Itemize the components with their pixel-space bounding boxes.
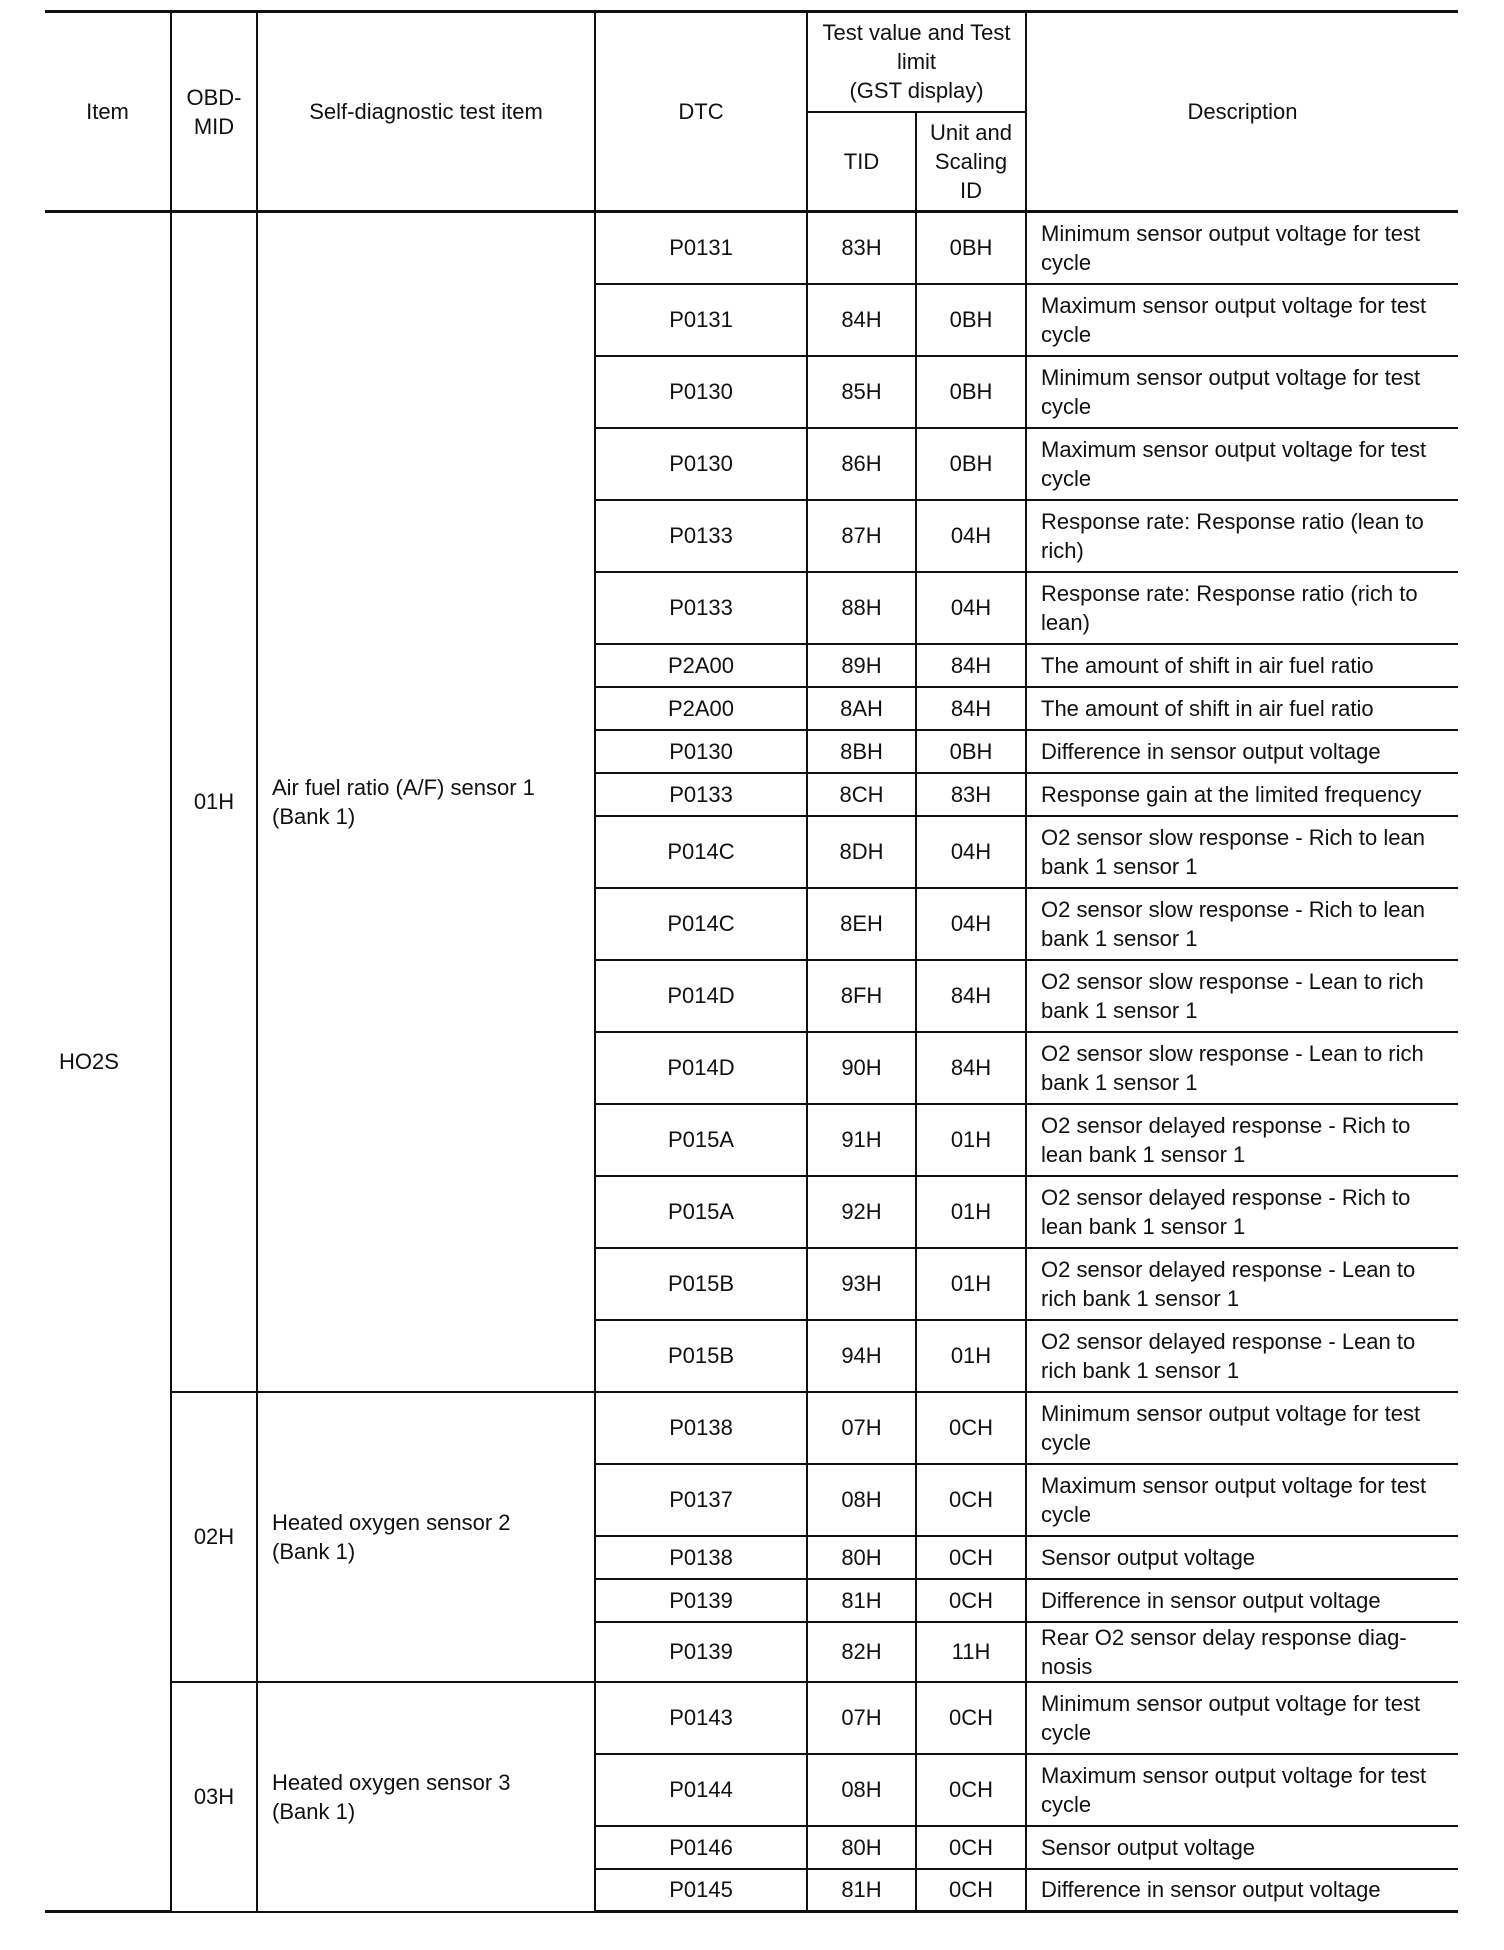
tid-cell: 91H	[807, 1104, 916, 1176]
tid-cell: 94H	[807, 1320, 916, 1392]
dtc-cell: P2A00	[595, 644, 807, 687]
unit-scaling-cell: 01H	[916, 1176, 1026, 1248]
unit-scaling-cell: 0CH	[916, 1579, 1026, 1622]
description-cell: Sensor output voltage	[1026, 1826, 1458, 1869]
unit-scaling-cell: 01H	[916, 1248, 1026, 1320]
tid-cell: 8EH	[807, 888, 916, 960]
table-body	[45, 212, 1458, 1912]
unit-scaling-cell: 0BH	[916, 730, 1026, 773]
dtc-cell: P015B	[595, 1248, 807, 1320]
tid-cell: 82H	[807, 1622, 916, 1682]
tid-cell: 8DH	[807, 816, 916, 888]
dtc-cell: P0130	[595, 428, 807, 500]
description-cell: O2 sensor slow response - Rich to lean bank 1 sensor 1	[1026, 888, 1458, 960]
description-cell: O2 sensor slow response - Lean to rich bank 1 sensor 1	[1026, 1032, 1458, 1104]
dtc-cell: P014D	[595, 1032, 807, 1104]
unit-scaling-cell: 0BH	[916, 212, 1026, 284]
unit-scaling-cell: 83H	[916, 773, 1026, 816]
unit-scaling-cell: 04H	[916, 572, 1026, 644]
description-cell: O2 sensor delayed response - Rich to lean bank 1 sensor 1	[1026, 1104, 1458, 1176]
description-cell: Maximum sensor output voltage for test cycle	[1026, 284, 1458, 356]
test-item-cell: Air fuel ratio (A/F) sensor 1 (Bank 1)	[257, 212, 595, 1392]
unit-scaling-cell: 04H	[916, 816, 1026, 888]
obd-table-page	[45, 10, 1458, 1937]
unit-scaling-cell: 0CH	[916, 1754, 1026, 1826]
description-cell: Response rate: Response ratio (lean to rich)	[1026, 500, 1458, 572]
tid-cell: 07H	[807, 1682, 916, 1754]
unit-scaling-cell: 84H	[916, 960, 1026, 1032]
unit-scaling-cell: 84H	[916, 644, 1026, 687]
tid-cell: 92H	[807, 1176, 916, 1248]
unit-scaling-cell: 0BH	[916, 428, 1026, 500]
description-cell: Difference in sensor output voltage	[1026, 1869, 1458, 1912]
header-test-item: Self-diagnostic test item	[257, 12, 595, 212]
unit-scaling-cell: 0BH	[916, 356, 1026, 428]
unit-scaling-cell: 11H	[916, 1622, 1026, 1682]
tid-cell: 84H	[807, 284, 916, 356]
dtc-cell: P0138	[595, 1536, 807, 1579]
dtc-cell: P0130	[595, 356, 807, 428]
tid-cell: 89H	[807, 644, 916, 687]
dtc-cell: P0138	[595, 1392, 807, 1464]
description-cell: O2 sensor delayed response - Rich to lean bank 1 sensor 1	[1026, 1176, 1458, 1248]
unit-scaling-cell: 01H	[916, 1104, 1026, 1176]
test-item-cell: Heated oxygen sensor 3 (Bank 1)	[257, 1682, 595, 1912]
dtc-cell: P014D	[595, 960, 807, 1032]
description-cell: Sensor output voltage	[1026, 1536, 1458, 1579]
description-cell: Difference in sensor output voltage	[1026, 730, 1458, 773]
dtc-cell: P0137	[595, 1464, 807, 1536]
dtc-cell: P0143	[595, 1682, 807, 1754]
tid-cell: 08H	[807, 1754, 916, 1826]
table-row	[45, 212, 1458, 284]
dtc-cell: P0133	[595, 572, 807, 644]
tid-cell: 90H	[807, 1032, 916, 1104]
tid-cell: 07H	[807, 1392, 916, 1464]
dtc-cell: P0139	[595, 1579, 807, 1622]
unit-scaling-cell: 0CH	[916, 1682, 1026, 1754]
dtc-cell: P0133	[595, 500, 807, 572]
description-cell: Response gain at the limited frequency	[1026, 773, 1458, 816]
tid-cell: 80H	[807, 1826, 916, 1869]
dtc-cell: P015A	[595, 1104, 807, 1176]
unit-scaling-cell: 0BH	[916, 284, 1026, 356]
tid-cell: 8FH	[807, 960, 916, 1032]
tid-cell: 81H	[807, 1579, 916, 1622]
obd-monitor-table	[45, 10, 1458, 1913]
description-cell: Difference in sensor output voltage	[1026, 1579, 1458, 1622]
unit-scaling-cell: 0CH	[916, 1392, 1026, 1464]
description-cell: O2 sensor slow response - Lean to rich bank 1 sensor 1	[1026, 960, 1458, 1032]
unit-scaling-cell: 84H	[916, 1032, 1026, 1104]
dtc-cell: P0131	[595, 284, 807, 356]
unit-scaling-cell: 01H	[916, 1320, 1026, 1392]
dtc-cell: P0139	[595, 1622, 807, 1682]
tid-cell: 86H	[807, 428, 916, 500]
description-cell: O2 sensor delayed response - Lean to rich bank 1 sensor 1	[1026, 1320, 1458, 1392]
unit-scaling-cell: 0CH	[916, 1536, 1026, 1579]
dtc-cell: P0144	[595, 1754, 807, 1826]
table-row	[45, 1682, 1458, 1754]
dtc-cell: P015B	[595, 1320, 807, 1392]
tid-cell: 08H	[807, 1464, 916, 1536]
tid-cell: 87H	[807, 500, 916, 572]
item-cell: HO2S	[45, 212, 171, 1912]
dtc-cell: P014C	[595, 888, 807, 960]
dtc-cell: P0133	[595, 773, 807, 816]
unit-scaling-cell: 84H	[916, 687, 1026, 730]
dtc-cell: P0146	[595, 1826, 807, 1869]
unit-scaling-cell: 04H	[916, 500, 1026, 572]
tid-cell: 80H	[807, 1536, 916, 1579]
description-cell: The amount of shift in air fuel ratio	[1026, 687, 1458, 730]
dtc-cell: P0145	[595, 1869, 807, 1912]
header-tid: TID	[807, 112, 916, 212]
header-obd-mid: OBD- MID	[171, 12, 257, 212]
description-cell: Minimum sensor output voltage for test cycle	[1026, 356, 1458, 428]
description-cell: Maximum sensor output voltage for test cycle	[1026, 1464, 1458, 1536]
header-item: Item	[45, 12, 171, 212]
unit-scaling-cell: 0CH	[916, 1826, 1026, 1869]
obd-mid-cell: 02H	[171, 1392, 257, 1682]
description-cell: Minimum sensor output voltage for test cycle	[1026, 1392, 1458, 1464]
test-item-cell: Heated oxygen sensor 2 (Bank 1)	[257, 1392, 595, 1682]
tid-cell: 83H	[807, 212, 916, 284]
header-test-value: Test value and Test limit (GST display)	[807, 12, 1026, 112]
header-unit-scaling: Unit and Scaling ID	[916, 112, 1026, 212]
tid-cell: 8CH	[807, 773, 916, 816]
description-cell: Minimum sensor output voltage for test cycle	[1026, 212, 1458, 284]
tid-cell: 8AH	[807, 687, 916, 730]
header-description: Description	[1026, 12, 1458, 212]
obd-mid-cell: 01H	[171, 212, 257, 1392]
description-cell: Maximum sensor output voltage for test cycle	[1026, 1754, 1458, 1826]
description-cell: Minimum sensor output voltage for test cycle	[1026, 1682, 1458, 1754]
description-cell: Rear O2 sensor delay response diag-nosis	[1026, 1622, 1458, 1682]
description-cell: The amount of shift in air fuel ratio	[1026, 644, 1458, 687]
tid-cell: 85H	[807, 356, 916, 428]
header-dtc: DTC	[595, 12, 807, 212]
description-cell: Response rate: Response ratio (rich to lean)	[1026, 572, 1458, 644]
description-cell: O2 sensor slow response - Rich to lean bank 1 sensor 1	[1026, 816, 1458, 888]
dtc-cell: P0130	[595, 730, 807, 773]
unit-scaling-cell: 0CH	[916, 1869, 1026, 1912]
table-row	[45, 1392, 1458, 1464]
tid-cell: 8BH	[807, 730, 916, 773]
description-cell: Maximum sensor output voltage for test cycle	[1026, 428, 1458, 500]
obd-mid-cell: 03H	[171, 1682, 257, 1912]
dtc-cell: P015A	[595, 1176, 807, 1248]
dtc-cell: P0131	[595, 212, 807, 284]
unit-scaling-cell: 04H	[916, 888, 1026, 960]
dtc-cell: P2A00	[595, 687, 807, 730]
unit-scaling-cell: 0CH	[916, 1464, 1026, 1536]
description-cell: O2 sensor delayed response - Lean to rich bank 1 sensor 1	[1026, 1248, 1458, 1320]
tid-cell: 93H	[807, 1248, 916, 1320]
dtc-cell: P014C	[595, 816, 807, 888]
tid-cell: 88H	[807, 572, 916, 644]
tid-cell: 81H	[807, 1869, 916, 1912]
